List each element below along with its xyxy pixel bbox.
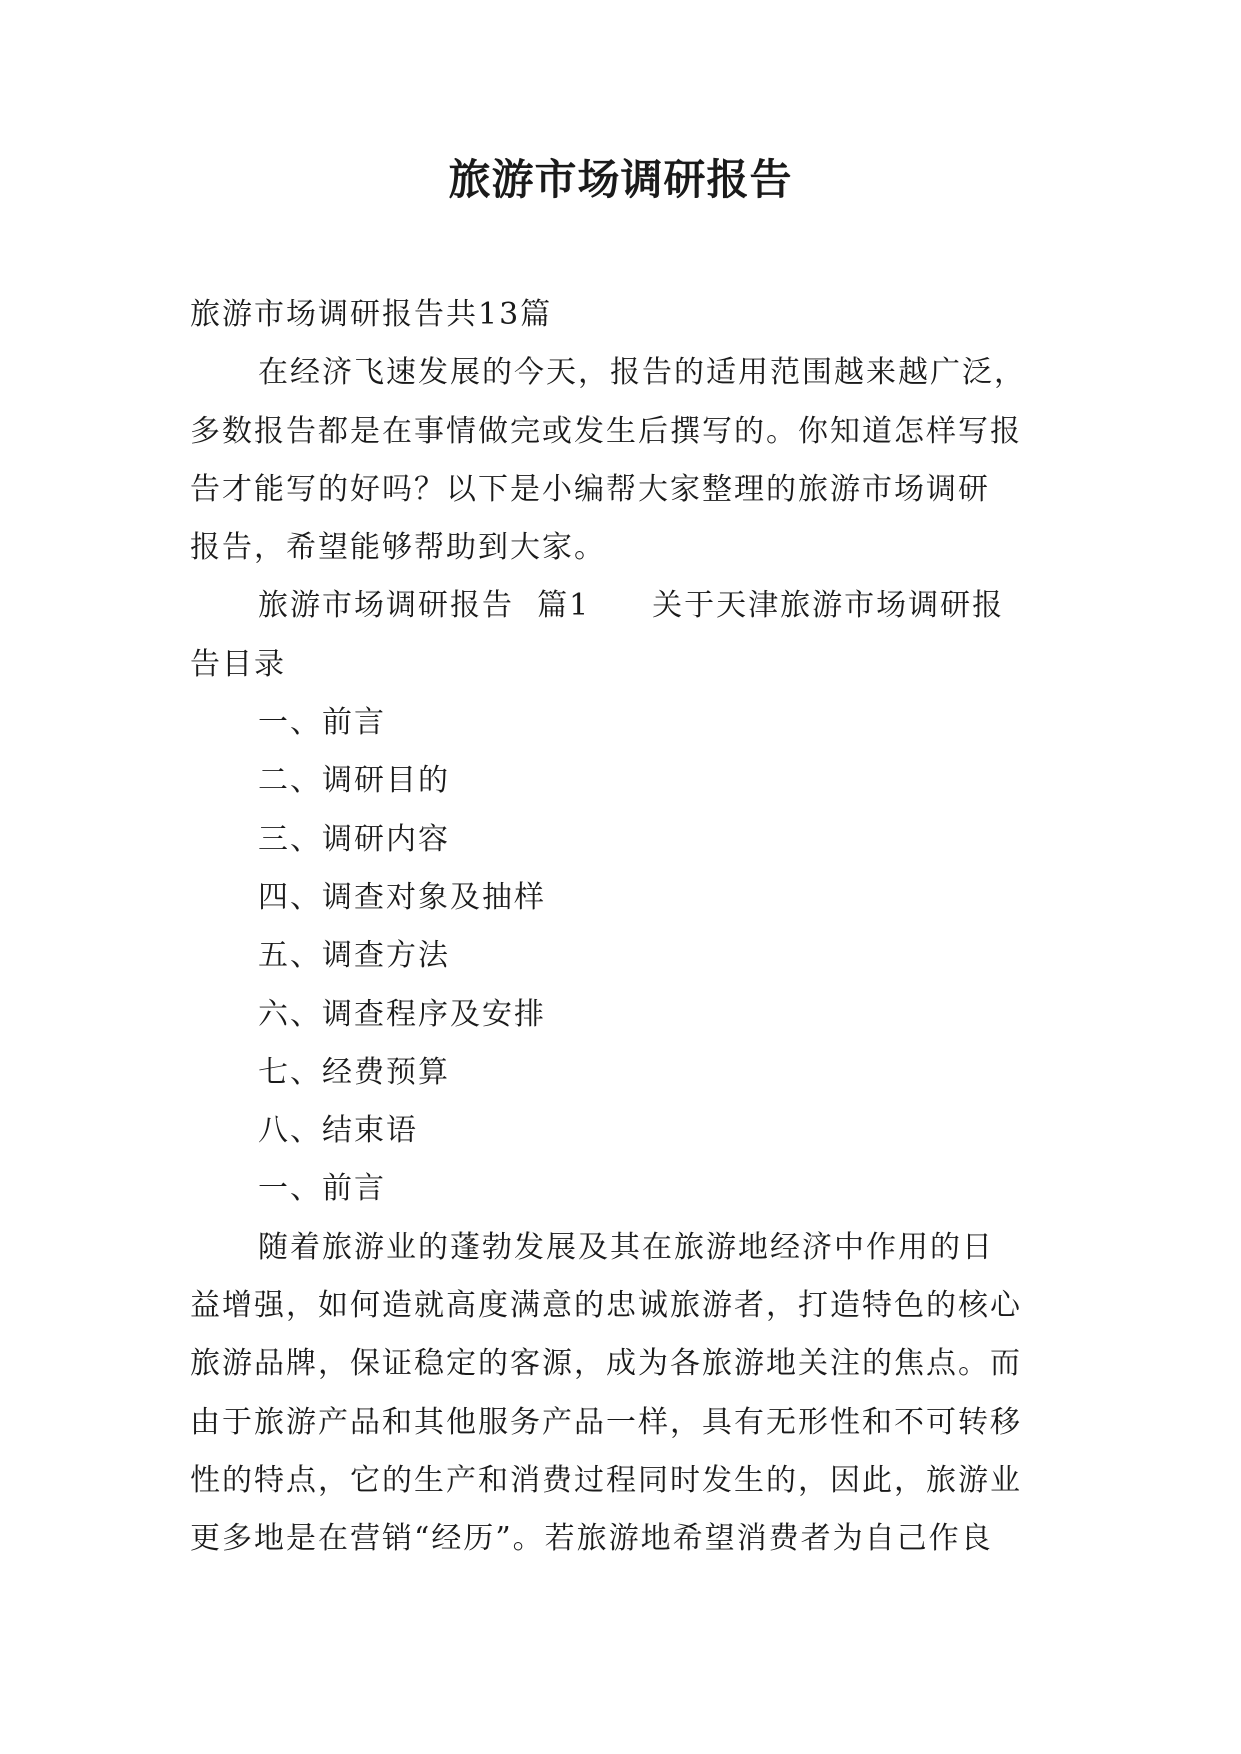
toc-item: 一、前言 (258, 705, 386, 741)
toc-item: 四、调查对象及抽样 (258, 879, 546, 915)
document-subtitle: 旅游市场调研报告共13篇 (190, 297, 553, 332)
intro-line: 在经济飞速发展的今天，报告的适用范围越来越广泛， (258, 355, 1026, 391)
toc-item: 七、经费预算 (258, 1054, 450, 1090)
preface-line: 由于旅游产品和其他服务产品一样，具有无形性和不可转移 (190, 1404, 1022, 1440)
document-title: 旅游市场调研报告 (448, 155, 793, 204)
intro-line: 告才能写的好吗？以下是小编帮大家整理的旅游市场调研 (190, 471, 990, 507)
toc-item: 三、调研内容 (258, 821, 450, 857)
intro-line: 多数报告都是在事情做完或发生后撰写的。你知道怎样写报 (190, 413, 1022, 449)
intro-line: 报告，希望能够帮助到大家。 (190, 530, 606, 566)
section-heading-line (190, 577, 1070, 635)
toc-item: 八、结束语 (258, 1113, 418, 1149)
section-heading-continuation: 告目录 (190, 646, 286, 682)
toc-item: 六、调查程序及安排 (258, 996, 546, 1032)
toc-item: 五、调查方法 (258, 938, 450, 974)
preface-line: 更多地是在营销“经历”。若旅游地希望消费者为自己作良 (190, 1521, 993, 1557)
preface-heading: 一、前言 (258, 1171, 386, 1207)
section-heading-title: 关于天津旅游市场调研报 (652, 588, 1005, 624)
section-heading-label: 旅游市场调研报告 篇1 (258, 588, 591, 624)
document-body (190, 286, 1070, 1569)
preface-line: 旅游品牌，保证稳定的客源，成为各旅游地关注的焦点。而 (190, 1346, 1022, 1382)
preface-line: 性的特点，它的生产和消费过程同时发生的，因此，旅游业 (190, 1462, 1022, 1498)
preface-line: 益增强，如何造就高度满意的忠诚旅游者，打造特色的核心 (190, 1288, 1022, 1324)
preface-line: 随着旅游业的蓬勃发展及其在旅游地经济中作用的日 (258, 1229, 994, 1265)
toc-item: 二、调研目的 (258, 763, 450, 799)
